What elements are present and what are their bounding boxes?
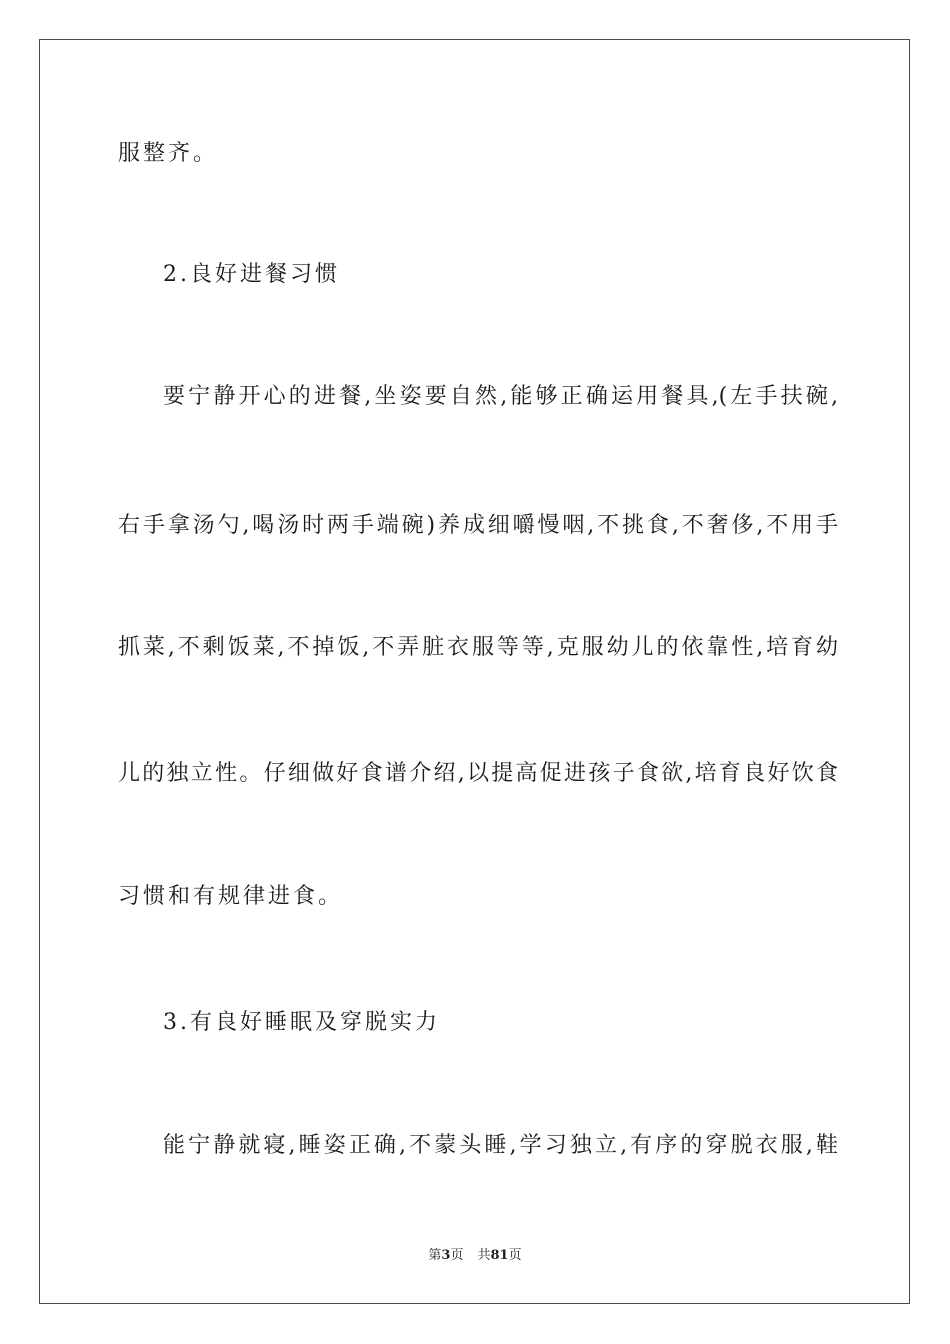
total-prefix: 共 (477, 1248, 491, 1263)
total-pages: 81 (490, 1248, 509, 1263)
text-line-3: 要宁静开心的进餐,坐姿要自然,能够正确运用餐具,(左手扶碗, (163, 384, 838, 409)
section-heading-3: 3.有良好睡眠及穿脱实力 (163, 1010, 440, 1035)
section-heading-2: 2.良好进餐习惯 (163, 262, 340, 287)
text-line-9: 能宁静就寝,睡姿正确,不蒙头睡,学习独立,有序的穿脱衣服,鞋 (163, 1133, 838, 1158)
text-line-4: 右手拿汤勺,喝汤时两手端碗)养成细嚼慢咽,不挑食,不奢侈,不用手 (118, 513, 838, 538)
text-line-1: 服整齐。 (118, 141, 219, 166)
text-line-7: 习惯和有规律进食。 (118, 884, 344, 909)
page-suffix: 页 (450, 1248, 464, 1263)
text-line-5: 抓菜,不剩饭菜,不掉饭,不弄脏衣服等等,克服幼儿的依靠性,培育幼 (118, 635, 838, 660)
page-prefix: 第 (428, 1248, 442, 1263)
page-footer (0, 1247, 950, 1265)
total-suffix: 页 (508, 1248, 522, 1263)
page-number: 3 (441, 1248, 451, 1263)
text-line-6: 儿的独立性。仔细做好食谱介绍,以提高促进孩子食欲,培育良好饮食 (118, 761, 838, 786)
page-border (39, 39, 910, 1304)
